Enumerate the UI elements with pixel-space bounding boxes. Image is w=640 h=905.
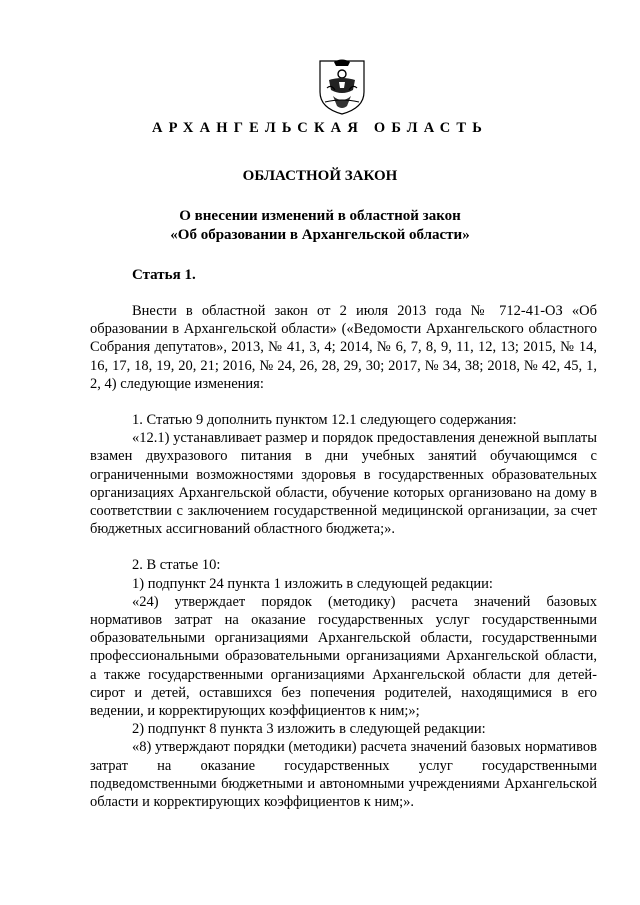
amendment-item-1: 1. Статью 9 дополнить пунктом 12.1 следующего содержания: <box>132 412 517 429</box>
law-title-line-2: «Об образовании в Архангельской области» <box>170 227 470 243</box>
amendment-subitem-2-1: 1) подпункт 24 пункта 1 изложить в следующей редакции: <box>132 575 493 592</box>
paragraph-spacer <box>90 538 597 556</box>
intro-paragraph: Внести в областной закон от 2 июля 2013 года № 712-41-ОЗ «Об образовании в Архангельской области» («Ведомости Архангельского областного Собрания депутатов», 2013, № 41, 3, 4; 2014, № 6, 7, 8, 9, 11, 12, 13; 2015, № 14, 16, 17, 18, 19, 20, 21; 2016, № 24, 26, 28, 29, 30; 2017, № 34, 38; 2018, № 42, 45, 1, 2, 4) следующие изменения: <box>90 303 597 392</box>
region-heading: АРХАНГЕЛЬСКАЯ ОБЛАСТЬ <box>151 120 489 136</box>
coat-of-arms-emblem <box>317 58 367 116</box>
article-heading: Статья 1. <box>132 267 196 283</box>
law-type-heading: ОБЛАСТНОЙ ЗАКОН <box>242 168 398 184</box>
amendment-subitem-2-1-text: «24) утверждает порядок (методику) расчета значений базовых нормативов затрат на оказание государственных услуг государственными образовательными организациями Архангельской области, государственными профессиональными образовательными организациями Архангельской области, а также государственными организациями Архангельской области для детей-сирот и детей, оставшихся без попечения родителей, находящимися в его ведении, и корректирующих коэффициентов к ним;»; <box>90 593 597 720</box>
amendment-item-1-text: «12.1) устанавливает размер и порядок предоставления денежной выплаты взамен двухразового питания в дни учебных занятий обучающимся с ограниченными возможностями здоровья в государственных образовательных организациях Архангельской области, обучение которых организовано на дому в соответствии с заключением государственной медицинской организации, за счет бюджетных ассигнований областного бюджета;». <box>90 430 597 538</box>
amendment-subitem-2-2-text: «8) утверждают порядки (методики) расчета значений базовых нормативов затрат на оказание государственных услуг государственными подведомственными бюджетными и автономными учреждениями Архангельской области и корректирующих коэффициентов к ним;». <box>90 739 597 811</box>
law-title-line-1: О внесении изменений в областной закон <box>179 208 461 224</box>
law-title <box>0 207 640 245</box>
amendment-subitem-2-2: 2) подпункт 8 пункта 3 изложить в следующей редакции: <box>132 721 486 738</box>
document-body <box>90 302 597 811</box>
amendment-item-2: 2. В статье 10: <box>132 557 221 574</box>
paragraph-spacer <box>90 393 597 411</box>
